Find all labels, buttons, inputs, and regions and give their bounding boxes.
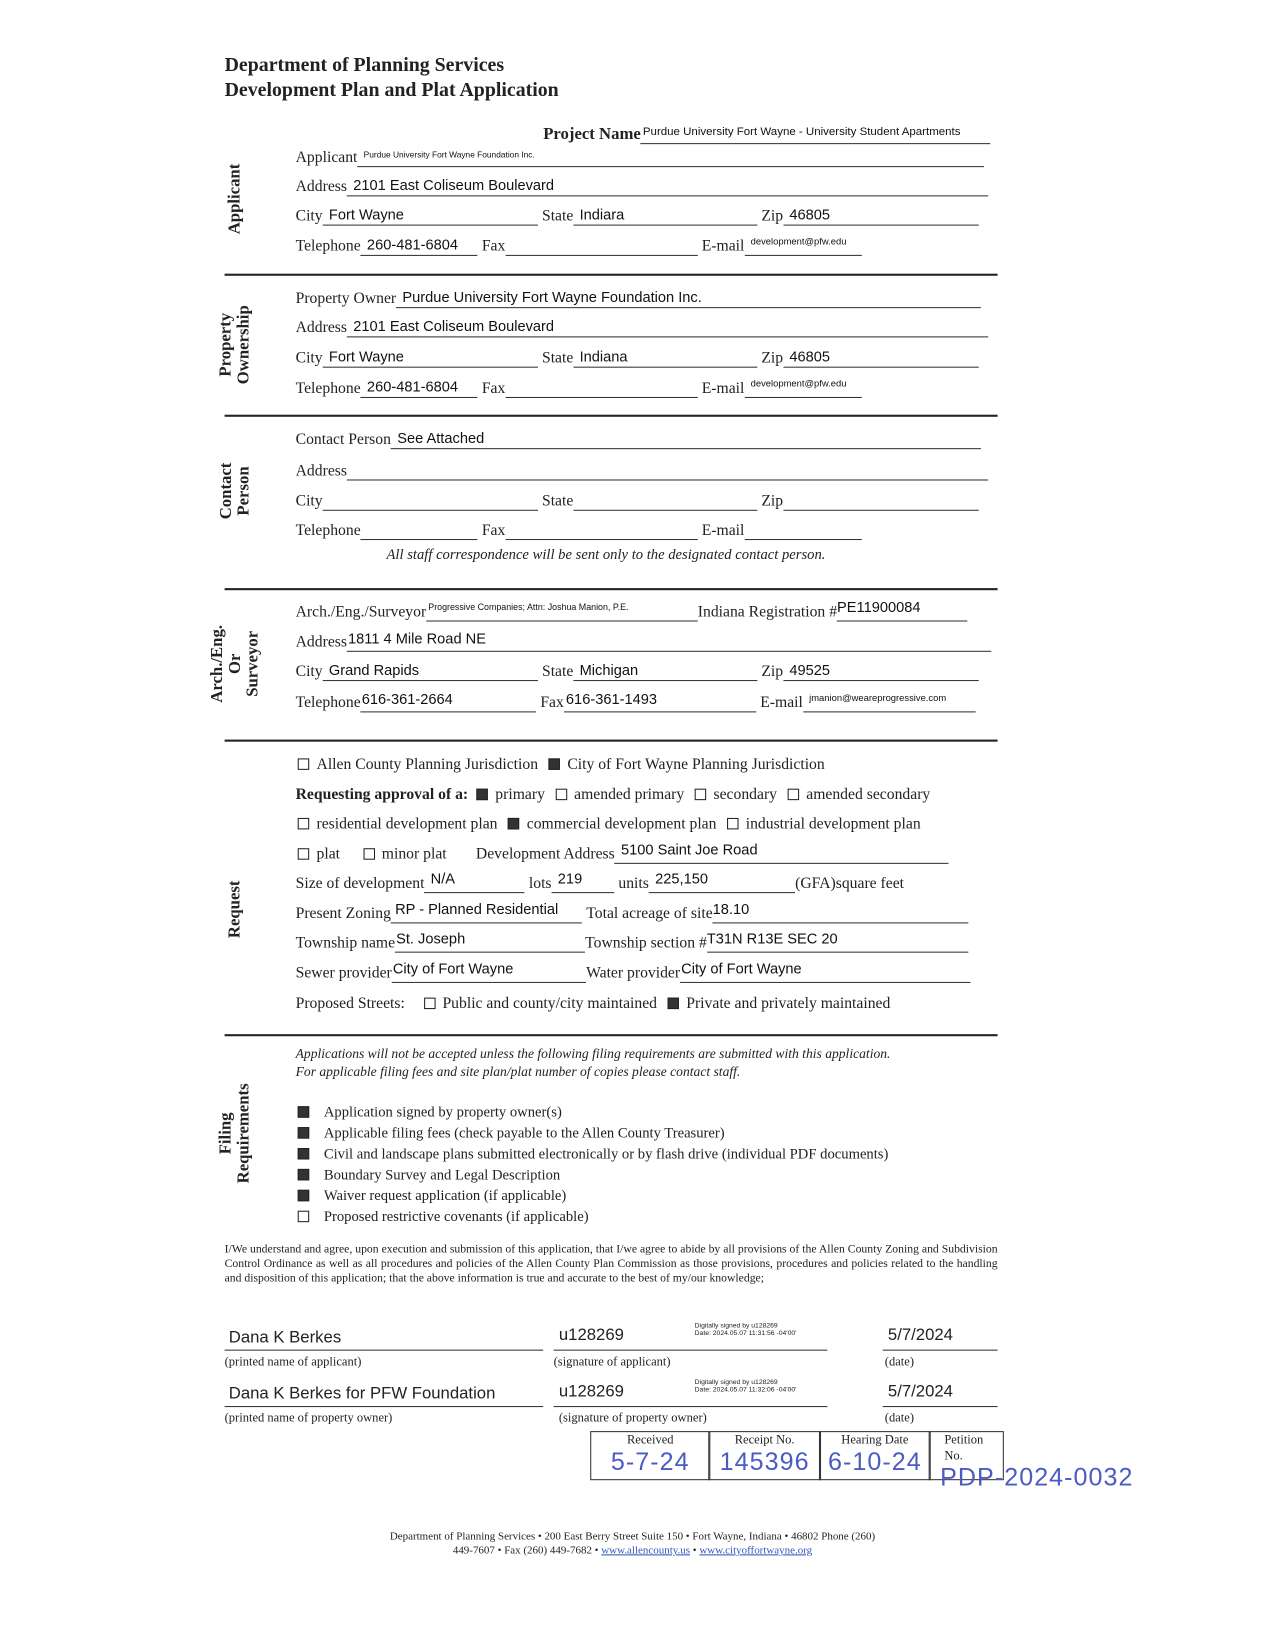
- label: State: [541, 493, 574, 510]
- label: Development Address: [475, 846, 615, 863]
- filing-note-1: Applications will not be accepted unless the following filing requirements are submitted with this application.: [295, 1045, 891, 1062]
- value: 5/7/2024: [887, 1326, 953, 1345]
- arch-field[interactable]: [426, 600, 698, 622]
- filing-item[interactable]: [298, 1166, 889, 1187]
- zoning-field[interactable]: [391, 901, 582, 923]
- checkbox-icon[interactable]: [424, 997, 435, 1008]
- owner-phone-row: [296, 375, 866, 398]
- water-field[interactable]: [680, 961, 970, 983]
- filing-checklist: [298, 1103, 889, 1228]
- checkbox-private-streets[interactable]: [667, 996, 890, 1014]
- label: plat: [316, 846, 341, 863]
- checkbox-public-streets[interactable]: [424, 996, 657, 1014]
- receipt-box: [708, 1431, 821, 1480]
- applicant-name-field[interactable]: [225, 1325, 544, 1351]
- value: Purdue University Fort Wayne Foundation Inc.: [363, 150, 535, 160]
- label: Telephone: [295, 238, 361, 255]
- hearing-box: [819, 1431, 931, 1480]
- label: minor plat: [381, 846, 447, 863]
- value: 260-481-6804: [366, 236, 459, 253]
- contact-row: [296, 426, 986, 449]
- label: E-mail: [760, 694, 803, 712]
- email-field[interactable]: [744, 518, 861, 540]
- label: Fax: [481, 522, 506, 540]
- fax-field[interactable]: [505, 518, 697, 540]
- label: units: [618, 875, 649, 893]
- label: Township name: [295, 934, 396, 952]
- filing-item[interactable]: [298, 1145, 889, 1166]
- checkbox-checked-icon[interactable]: [477, 788, 488, 799]
- section-label: Request: [226, 880, 244, 938]
- checkbox-icon[interactable]: [555, 788, 566, 799]
- contact-city-row: [296, 488, 983, 511]
- label: Proposed restrictive covenants (if applicable): [323, 1209, 589, 1226]
- label: Fax: [540, 694, 564, 712]
- checkbox-icon[interactable]: [787, 788, 798, 799]
- checkbox-checked-icon[interactable]: [549, 758, 560, 769]
- section-property-ownership: [214, 292, 256, 396]
- arch-city-row: [296, 658, 983, 681]
- label: industrial development plan: [745, 815, 921, 833]
- label: Telephone: [295, 694, 361, 712]
- jurisdiction-row: [298, 751, 835, 774]
- value: u128269: [558, 1326, 624, 1345]
- value: 616-361-2664: [361, 690, 453, 708]
- city-field[interactable]: [323, 346, 538, 368]
- checkbox-icon[interactable]: [298, 817, 309, 828]
- digital-line: Digitally signed by u128269: [694, 1322, 778, 1330]
- township-field[interactable]: [395, 931, 585, 953]
- value: St. Joseph: [396, 929, 466, 947]
- value: 260-481-6804: [366, 378, 459, 395]
- value: See Attached: [397, 429, 485, 447]
- owner-address-row: [296, 314, 993, 337]
- label: Receipt No.: [734, 1432, 795, 1447]
- value: jmanion@weareprogressive.com: [809, 692, 947, 704]
- label: (printed name of property owner): [224, 1410, 393, 1425]
- label: State: [541, 207, 574, 225]
- contact-note: All staff correspondence will be sent only to the designated contact person.: [386, 547, 826, 564]
- township-section-field[interactable]: [707, 931, 968, 953]
- label: Address: [295, 319, 347, 337]
- contact-phone-row: [296, 517, 866, 540]
- applicant-phone-row: [296, 233, 866, 256]
- label: Waiver request application (if applicable): [323, 1188, 567, 1205]
- checkbox-plat[interactable]: [298, 846, 340, 864]
- contact-field[interactable]: [391, 427, 981, 449]
- applicant-date-field[interactable]: [883, 1318, 998, 1350]
- value: Indiana: [579, 347, 628, 365]
- label: State: [541, 349, 574, 367]
- value: Michigan: [579, 661, 639, 678]
- city-field[interactable]: [323, 659, 538, 681]
- telephone-field[interactable]: [361, 376, 478, 398]
- label: Fax: [481, 380, 506, 397]
- telephone-field[interactable]: [361, 518, 478, 540]
- owner-field[interactable]: [396, 286, 981, 308]
- checkbox-checked-icon[interactable]: [298, 1169, 309, 1180]
- filing-item[interactable]: [298, 1124, 889, 1145]
- checkbox-icon[interactable]: [363, 848, 374, 859]
- address-field[interactable]: [347, 459, 988, 481]
- value: Indiara: [579, 205, 625, 223]
- telephone-field[interactable]: [361, 234, 478, 256]
- lots-field[interactable]: [552, 871, 615, 893]
- checkbox-primary[interactable]: [477, 787, 545, 805]
- value: Progressive Companies; Attn: Joshua Manion, P.E.: [428, 601, 629, 613]
- section-contact-person: [214, 439, 256, 543]
- label: (date): [884, 1353, 915, 1369]
- label: Proposed Streets:: [295, 995, 405, 1013]
- fax-field[interactable]: [505, 376, 697, 398]
- applicant-city-row: [296, 203, 983, 226]
- digital-signature: [695, 1379, 797, 1394]
- hearing-value: 6-10-24: [827, 1447, 922, 1477]
- cityoffortwayne-link[interactable]: www.cityoffortwayne.org: [699, 1544, 813, 1557]
- checkbox-industrial[interactable]: [727, 816, 921, 834]
- size-row: [296, 870, 904, 893]
- value: development@pfw.edu: [750, 378, 847, 389]
- checkbox-icon[interactable]: [298, 1210, 309, 1221]
- section-applicant: [214, 146, 256, 250]
- divider: [225, 274, 998, 276]
- label: Received: [626, 1432, 674, 1447]
- registration-field[interactable]: [837, 600, 968, 622]
- checkbox-icon[interactable]: [298, 758, 309, 769]
- label: Zip: [761, 493, 784, 510]
- fax-field[interactable]: [564, 690, 756, 712]
- footer: [0, 1530, 1265, 1557]
- section-label: Arch./Eng. Or Surveyor: [208, 624, 262, 703]
- section-label: Filing Requirements: [217, 1083, 253, 1184]
- label: Zip: [761, 349, 784, 367]
- checkbox-commercial[interactable]: [508, 816, 717, 834]
- value: Purdue University Fort Wayne Foundation Inc.: [402, 288, 702, 306]
- label: residential development plan: [316, 815, 498, 833]
- checkbox-icon[interactable]: [727, 817, 738, 828]
- value: Dana K Berkes: [228, 1328, 342, 1347]
- state-field[interactable]: [573, 346, 757, 368]
- value: 225,150: [655, 870, 709, 887]
- streets-row: [296, 990, 891, 1013]
- address-field[interactable]: [347, 630, 992, 652]
- label: Petition No.: [944, 1432, 984, 1463]
- label: City: [295, 663, 323, 681]
- project-name-field[interactable]: [641, 122, 991, 144]
- checkbox-amended-primary[interactable]: [555, 787, 684, 805]
- applicant-field[interactable]: [357, 145, 984, 167]
- state-field[interactable]: [573, 489, 757, 511]
- applicant-row: [296, 144, 989, 167]
- label: Public and county/city maintained: [442, 995, 658, 1013]
- label: Township section #: [585, 934, 707, 952]
- arch-address-row: [296, 629, 996, 652]
- checkbox-secondary[interactable]: [695, 787, 777, 805]
- filing-item[interactable]: [298, 1187, 889, 1208]
- label: Address: [295, 462, 347, 480]
- checkbox-checked-icon[interactable]: [298, 1190, 309, 1201]
- email-field[interactable]: [744, 376, 861, 398]
- label: City: [295, 207, 323, 225]
- label: E-mail: [701, 380, 745, 397]
- value: 2101 East Coliseum Boulevard: [353, 317, 555, 335]
- value: 1811 4 Mile Road NE: [348, 629, 486, 647]
- value: City of Fort Wayne: [392, 959, 514, 977]
- received-value: 5-7-24: [610, 1447, 690, 1477]
- label: Water provider: [586, 965, 681, 982]
- owner-date-field[interactable]: [883, 1375, 998, 1407]
- digital-line: Date: 2024.05.07 11:32:06 -04'00': [694, 1386, 797, 1394]
- label: Zip: [761, 663, 784, 681]
- state-field[interactable]: [573, 204, 757, 226]
- checkbox-checked-icon[interactable]: [298, 1148, 309, 1159]
- digital-line: Date: 2024.05.07 11:31:56 -04'00': [694, 1329, 797, 1338]
- label: secondary: [713, 786, 778, 804]
- department-title: Department of Planning Services: [224, 54, 505, 77]
- footer-line: Department of Planning Services • 200 East Berry Street Suite 150 • Fort Wayne, Indiana • 46802 Phone (260): [389, 1531, 876, 1543]
- project-name-label: Project Name: [543, 125, 641, 144]
- value: RP - Planned Residential: [395, 900, 559, 918]
- approval-label: Requesting approval of a:: [295, 786, 469, 804]
- label: City: [295, 349, 323, 367]
- label: Indiana Registration #: [697, 603, 838, 621]
- owner-name-field[interactable]: [225, 1381, 544, 1407]
- label: (signature of applicant): [553, 1353, 671, 1369]
- city-field[interactable]: [323, 489, 538, 511]
- label: Total acreage of site: [586, 905, 713, 923]
- checkbox-minor-plat[interactable]: [363, 846, 447, 864]
- label: (GFA)square feet: [795, 875, 905, 893]
- value: 5100 Saint Joe Road: [620, 840, 758, 858]
- label: Telephone: [295, 522, 361, 540]
- petition-value: PDP-2024-0032: [940, 1463, 1134, 1492]
- sewer-field[interactable]: [392, 961, 586, 983]
- label: Zip: [761, 207, 784, 225]
- label: amended primary: [574, 786, 685, 804]
- plat-row: [298, 841, 953, 864]
- receipt-value: 145396: [719, 1447, 810, 1477]
- value: Fort Wayne: [328, 347, 404, 365]
- project-name-row: [543, 121, 995, 144]
- allencounty-link[interactable]: www.allencounty.us: [601, 1544, 691, 1557]
- checkbox-checked-icon[interactable]: [667, 997, 678, 1008]
- plan-type-row: [298, 811, 921, 834]
- value: 5/7/2024: [887, 1383, 953, 1401]
- label: Telephone: [295, 380, 361, 397]
- label: amended secondary: [806, 786, 931, 804]
- size-field[interactable]: [424, 871, 524, 893]
- checkbox-allen-county[interactable]: [298, 756, 538, 774]
- received-box: [590, 1431, 710, 1480]
- label: Address: [295, 178, 347, 196]
- agreement-text: I/We understand and agree, upon execution and submission of this application, that I/we agree to abide by all provisions of the Allen County Zoning and Subdivision Control Ordinance as well as all procedures and policies of the Allen County Plan Commission as those provisions, procedures and policies related to the handling and disposition of this application; that the above information is true and accurate to the best of my/our knowledge;: [224, 1243, 998, 1285]
- label: Fax: [481, 238, 506, 255]
- section-label: Contact Person: [217, 462, 253, 520]
- label: lots: [528, 875, 552, 893]
- township-row: [296, 930, 973, 953]
- project-name-value: Purdue University Fort Wayne - University Student Apartments: [642, 125, 961, 138]
- label: City: [295, 493, 323, 510]
- label: Applicant: [295, 149, 358, 167]
- section-label: Property Ownership: [217, 305, 253, 385]
- section-label: Applicant: [226, 163, 244, 234]
- label: Sewer provider: [295, 965, 392, 982]
- checkbox-checked-icon[interactable]: [298, 1106, 309, 1117]
- label: Application signed by property owner(s): [323, 1105, 562, 1121]
- zoning-row: [296, 900, 973, 923]
- value: Dana K Berkes for PFW Foundation: [228, 1385, 496, 1403]
- owner-signature-field[interactable]: [554, 1375, 828, 1407]
- value: 46805: [789, 205, 831, 223]
- email-field[interactable]: [803, 690, 975, 712]
- zip-field[interactable]: [783, 204, 978, 226]
- separator: •: [690, 1544, 700, 1557]
- zip-field[interactable]: [783, 659, 978, 681]
- label: Civil and landscape plans submitted electronically or by flash drive (individual PDF documents): [323, 1146, 889, 1163]
- label: E-mail: [701, 522, 745, 540]
- value: 616-361-1493: [565, 690, 658, 708]
- checkbox-amended-secondary[interactable]: [787, 787, 930, 805]
- digital-signature: [695, 1322, 797, 1337]
- units-field[interactable]: [649, 871, 795, 893]
- label: (signature of property owner): [558, 1410, 707, 1425]
- label: Property Owner: [295, 290, 397, 308]
- filing-note-2: For applicable filing fees and site plan/plat number of copies please contact staff.: [295, 1063, 741, 1080]
- applicant-signature-field[interactable]: [554, 1318, 828, 1350]
- checkbox-fort-wayne[interactable]: [549, 756, 825, 774]
- label: Arch./Eng./Surveyor: [295, 603, 427, 621]
- value: Fort Wayne: [328, 205, 404, 223]
- divider: [225, 740, 998, 742]
- label: (date): [884, 1410, 915, 1425]
- applicant-address-row: [296, 173, 993, 196]
- value: 18.10: [712, 900, 750, 918]
- state-field[interactable]: [573, 659, 757, 681]
- acreage-field[interactable]: [713, 901, 969, 923]
- contact-address-row: [296, 458, 993, 481]
- label: Hearing Date: [841, 1432, 909, 1447]
- checkbox-icon[interactable]: [298, 848, 309, 859]
- label: Present Zoning: [295, 905, 391, 923]
- arch-row: [296, 599, 972, 622]
- approval-row: [296, 781, 931, 804]
- label: (printed name of applicant): [224, 1353, 362, 1369]
- label: State: [541, 663, 574, 681]
- value: T31N R13E SEC 20: [706, 929, 838, 947]
- zip-field[interactable]: [783, 346, 978, 368]
- label: Private and privately maintained: [686, 995, 891, 1013]
- label: Allen County Planning Jurisdiction: [316, 756, 539, 774]
- divider: [225, 415, 998, 417]
- label: commercial development plan: [526, 815, 717, 833]
- owner-city-row: [296, 345, 983, 368]
- footer-text: 449-7607 • Fax (260) 449-7682 •: [452, 1544, 602, 1557]
- value: Grand Rapids: [328, 661, 420, 678]
- development-address-field[interactable]: [615, 842, 949, 864]
- checkbox-residential[interactable]: [298, 816, 498, 834]
- city-field[interactable]: [323, 204, 538, 226]
- email-field[interactable]: [744, 234, 861, 256]
- value: development@pfw.edu: [750, 236, 847, 247]
- section-request: [214, 857, 256, 961]
- address-field[interactable]: [347, 315, 988, 337]
- filing-item[interactable]: [298, 1208, 889, 1229]
- value: 2101 East Coliseum Boulevard: [353, 176, 555, 194]
- label: City of Fort Wayne Planning Jurisdiction: [567, 756, 825, 774]
- value: PE11900084: [837, 598, 921, 616]
- label: Boundary Survey and Legal Description: [323, 1167, 561, 1184]
- value: 49525: [789, 661, 831, 678]
- label: Size of development: [295, 875, 425, 893]
- zip-field[interactable]: [783, 489, 978, 511]
- label: E-mail: [701, 238, 745, 255]
- value: N/A: [430, 870, 456, 887]
- telephone-field[interactable]: [361, 690, 536, 712]
- address-field[interactable]: [347, 174, 988, 196]
- value: u128269: [558, 1383, 624, 1401]
- label: Address: [295, 634, 347, 651]
- owner-row: [296, 285, 986, 308]
- footer-line-2: [0, 1544, 1265, 1558]
- divider: [225, 588, 998, 590]
- filing-item[interactable]: [298, 1103, 889, 1124]
- form-title: Development Plan and Plat Application: [224, 79, 559, 102]
- section-arch-eng-surveyor: [208, 611, 262, 715]
- value: 46805: [789, 347, 831, 365]
- arch-phone-row: [296, 689, 980, 712]
- fax-field[interactable]: [505, 234, 697, 256]
- label: Contact Person: [295, 431, 391, 449]
- section-filing-requirements: [214, 1076, 256, 1191]
- value: City of Fort Wayne: [681, 959, 802, 977]
- provider-row: [296, 960, 975, 983]
- digital-line: Digitally signed by u128269: [694, 1378, 778, 1387]
- checkbox-checked-icon[interactable]: [508, 817, 519, 828]
- checkbox-checked-icon[interactable]: [298, 1127, 309, 1138]
- label: primary: [495, 786, 545, 804]
- petition-box: [929, 1431, 1134, 1492]
- label: Applicable filing fees (check payable to the Allen County Treasurer): [323, 1126, 725, 1142]
- checkbox-icon[interactable]: [695, 788, 706, 799]
- value: 219: [557, 870, 583, 887]
- divider: [225, 1034, 998, 1036]
